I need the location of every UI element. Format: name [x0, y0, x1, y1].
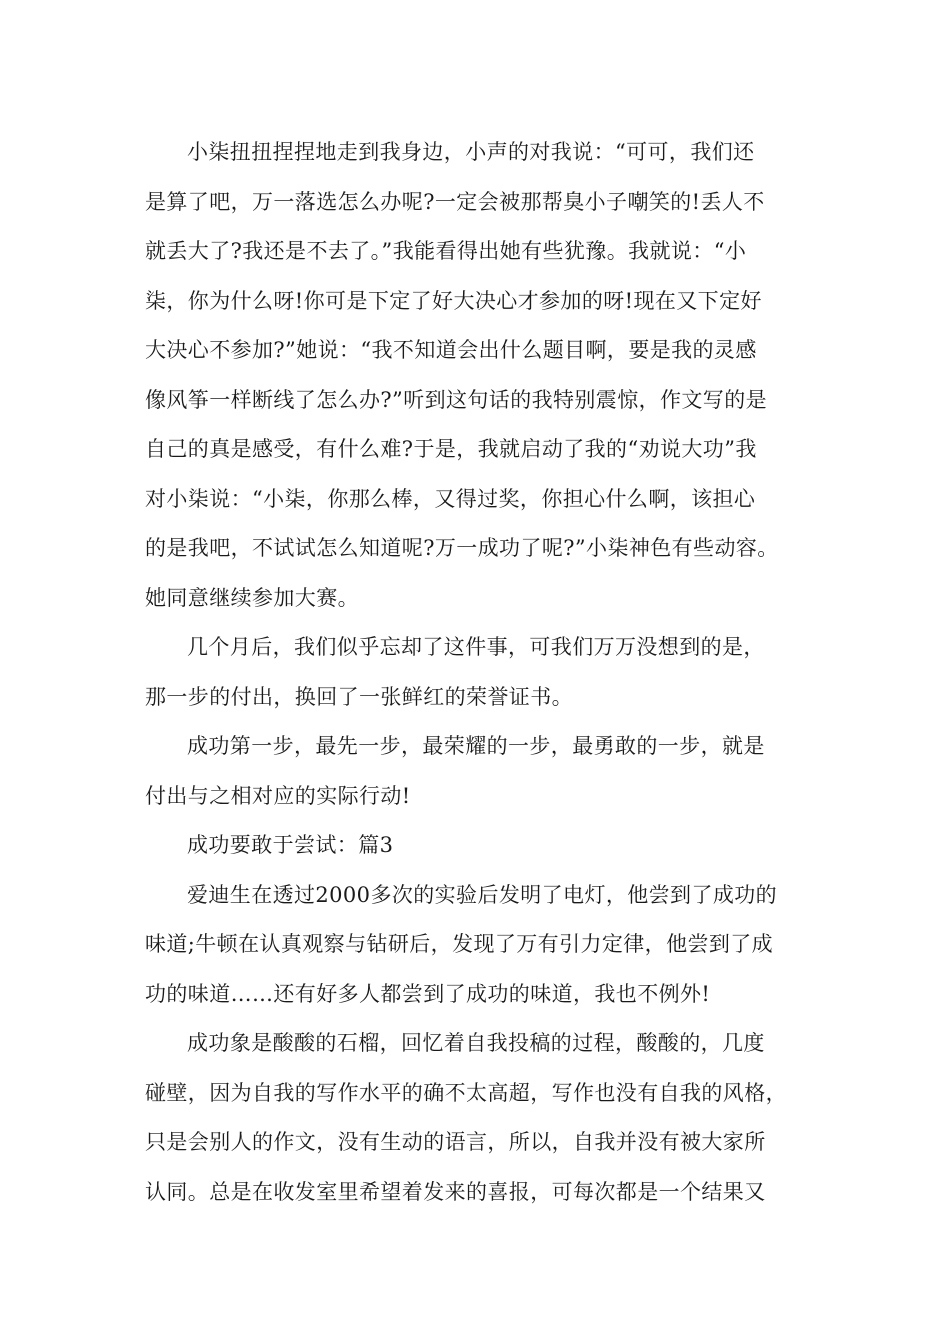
text-line: 就丢大了?我还是不去了。”我能看得出她有些犹豫。我就说：“小	[145, 239, 747, 263]
paragraph-4	[145, 871, 810, 1020]
text-line: 碰壁，因为自我的写作水平的确不太高超，写作也没有自我的风格，	[145, 1080, 787, 1105]
paragraph-1	[145, 128, 810, 623]
text-line: 几个月后，我们似乎忘却了这件事，可我们万万没想到的是，	[187, 635, 765, 659]
text-line: 她同意继续参加大赛。	[145, 585, 359, 610]
text-line: 大决心不参加?”她说：“我不知道会出什么题目啊，要是我的灵感	[145, 338, 757, 362]
text-line: 自己的真是感受，有什么难?于是，我就启动了我的“劝说大功”我	[145, 437, 757, 461]
text-line: 柒，你为什么呀!你可是下定了好大决心才参加的呀!现在又下定好	[145, 288, 762, 313]
section-heading	[145, 821, 810, 871]
text-line: 是算了吧，万一落选怎么办呢?一定会被那帮臭小子嘲笑的!丢人不	[145, 189, 765, 214]
text-line: 认同。总是在收发室里希望着发来的喜报，可每次都是一个结果又	[145, 1179, 766, 1204]
document-body	[145, 128, 810, 1217]
text-line: 成功象是酸酸的石榴，回忆着自我投稿的过程，酸酸的，几度	[187, 1031, 765, 1055]
text-line: 成功第一步，最先一步，最荣耀的一步，最勇敢的一步，就是	[187, 734, 765, 758]
text-line: 对小柒说：“小柒，你那么棒，又得过奖，你担心什么啊，该担心	[145, 486, 756, 511]
paragraph-5	[145, 1019, 810, 1217]
paragraph-3	[145, 722, 810, 821]
text-line: 只是会别人的作文，没有生动的语言，所以，自我并没有被大家所	[145, 1130, 766, 1154]
text-line: 味道;牛顿在认真观察与钻研后，发现了万有引力定律，他尝到了成	[145, 932, 774, 956]
text-line: 爱迪生在透过2000多次的实验后发明了电灯，他尝到了成功的	[187, 882, 778, 907]
text-line: 功的味道……还有好多人都尝到了成功的味道，我也不例外!	[145, 981, 711, 1006]
paragraph-2	[145, 623, 810, 722]
text-line: 付出与之相对应的实际行动!	[145, 783, 411, 808]
heading-text: 成功要敢于尝试：篇3	[187, 833, 394, 857]
text-line: 的是我吧，不试试怎么知道呢?万一成功了呢?”小柒神色有些动容。	[145, 536, 779, 560]
text-line: 那一步的付出，换回了一张鲜红的荣誉证书。	[145, 684, 573, 709]
text-line: 小柒扭扭捏捏地走到我身边，小声的对我说：“可可，我们还	[187, 140, 755, 164]
text-line: 像风筝一样断线了怎么办?”听到这句话的我特别震惊，作文写的是	[145, 387, 767, 412]
